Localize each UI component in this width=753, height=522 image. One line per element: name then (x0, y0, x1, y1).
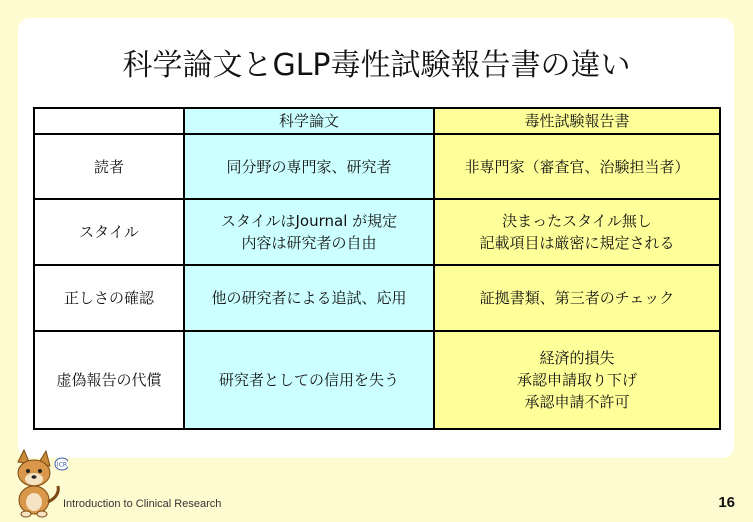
cell-line: 非専門家（審査官、治験担当者） (464, 157, 690, 176)
header-empty-cell (34, 108, 184, 134)
cell-line: スタイルはJournal が規定 (220, 212, 398, 230)
table-row (34, 265, 720, 331)
row-label: スタイル (34, 199, 184, 265)
cell-line: 記載項目は厳密に規定される (479, 234, 675, 252)
comparison-table (33, 107, 721, 430)
report-cell (434, 134, 720, 199)
cell-line: 他の研究者による追試、応用 (211, 289, 407, 307)
cell-line: 同分野の専門家、研究者 (226, 157, 392, 176)
paper-cell (184, 199, 434, 265)
cell-line: 証拠書類、第三者のチェック (479, 289, 675, 307)
header-scientific-paper: 科学論文 (184, 108, 434, 134)
table-row (34, 134, 720, 199)
row-label: 虚偽報告の代償 (34, 331, 184, 429)
table-row (34, 331, 720, 429)
header-toxicity-report: 毒性試験報告書 (434, 108, 720, 134)
paper-cell (184, 331, 434, 429)
report-cell (434, 265, 720, 331)
slide-title: 科学論文とGLP毒性試験報告書の違い (122, 48, 631, 83)
cell-line: 経済的損失 (539, 349, 615, 367)
report-cell (434, 331, 720, 429)
cell-line: 承認申請不許可 (524, 393, 630, 411)
report-cell (434, 199, 720, 265)
table-header-row (34, 108, 720, 134)
cell-line: 承認申請取り下げ (516, 371, 637, 389)
table-row (34, 199, 720, 265)
dog-mascot-icon (4, 448, 68, 518)
paper-cell (184, 134, 434, 199)
page-number: 16 (718, 494, 735, 511)
paper-cell (184, 265, 434, 331)
row-label: 読者 (34, 134, 184, 199)
cell-line: 研究者としての信用を失う (218, 371, 399, 389)
logo-badge-text: ICR (56, 461, 68, 469)
cell-line: 内容は研究者の自由 (241, 234, 377, 252)
cell-line: 決まったスタイル無し (502, 212, 652, 230)
row-label: 正しさの確認 (34, 265, 184, 331)
footer-text: Introduction to Clinical Research (63, 498, 222, 510)
